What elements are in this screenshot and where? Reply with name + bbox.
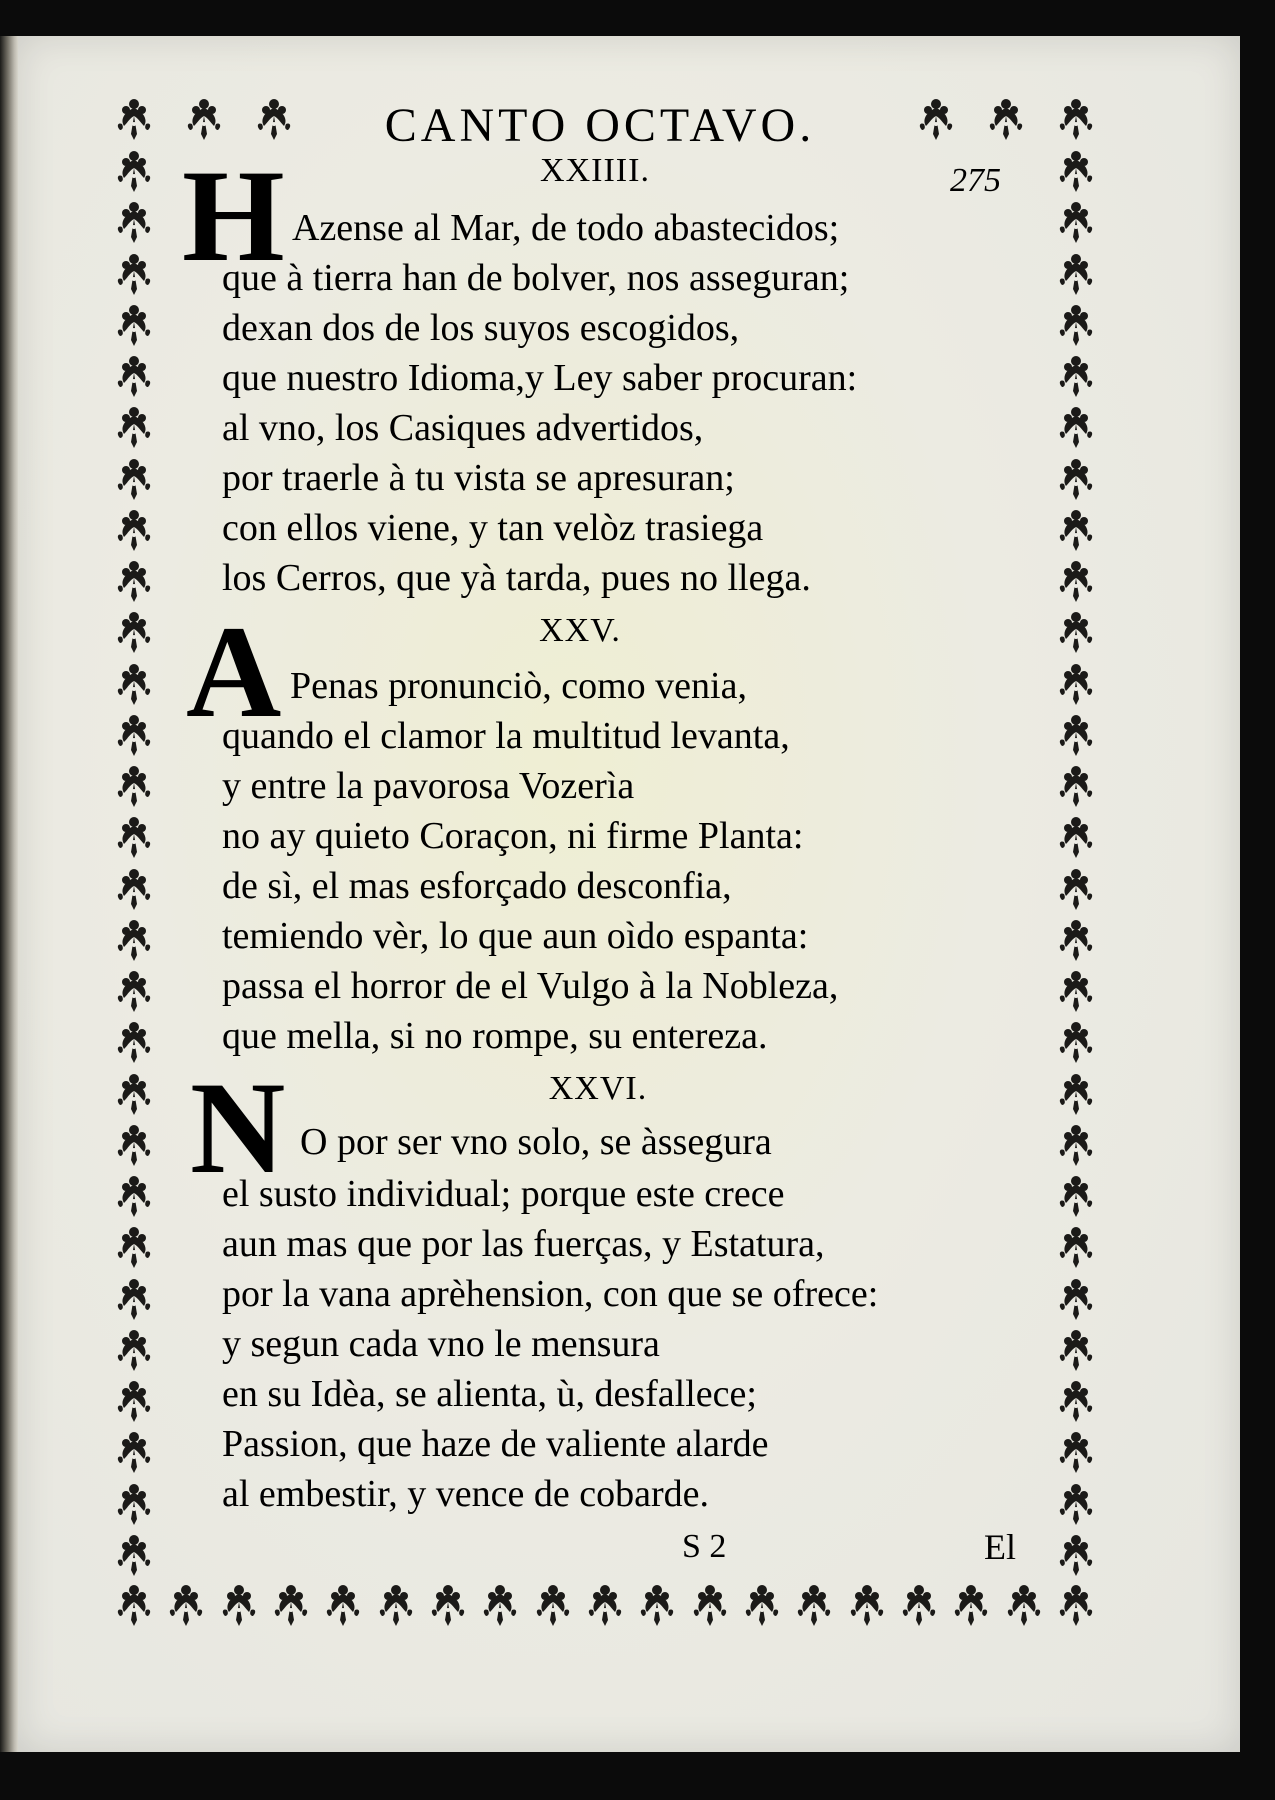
fleuron-ornament-icon (897, 1582, 941, 1626)
fleuron-ornament-icon (1054, 302, 1098, 346)
drop-cap: N (190, 1054, 286, 1201)
fleuron-ornament-icon (112, 1481, 156, 1525)
fleuron-ornament-icon (583, 1582, 627, 1626)
stanza-number: XXVI. (548, 1070, 648, 1107)
fleuron-ornament-icon (112, 456, 156, 500)
fleuron-ornament-icon (1054, 199, 1098, 243)
fleuron-ornament-icon (1054, 404, 1098, 448)
fleuron-ornament-icon (112, 866, 156, 910)
fleuron-ornament-icon (1054, 1019, 1098, 1063)
fleuron-ornament-icon (984, 96, 1028, 140)
fleuron-ornament-icon (1054, 1224, 1098, 1268)
fleuron-ornament-icon (1054, 763, 1098, 807)
fleuron-ornament-icon (112, 712, 156, 756)
fleuron-ornament-icon (112, 814, 156, 858)
verse-line: no ay quieto Coraçon, ni firme Planta: (222, 815, 804, 857)
fleuron-ornament-icon (217, 1582, 261, 1626)
fleuron-ornament-icon (1054, 1481, 1098, 1525)
border-bottom (112, 1582, 1098, 1626)
fleuron-ornament-icon (1054, 251, 1098, 295)
fleuron-ornament-icon (112, 1378, 156, 1422)
fleuron-ornament-icon (1054, 917, 1098, 961)
fleuron-ornament-icon (1054, 558, 1098, 602)
fleuron-ornament-icon (269, 1582, 313, 1626)
fleuron-ornament-icon (1054, 1327, 1098, 1371)
fleuron-ornament-icon (112, 1276, 156, 1320)
fleuron-ornament-icon (112, 199, 156, 243)
printer-signature: S 2 (682, 1528, 727, 1565)
fleuron-ornament-icon (112, 1582, 156, 1626)
fleuron-ornament-icon (914, 96, 958, 140)
verse-line: que mella, si no rompe, su entereza. (222, 1015, 768, 1057)
verse-line: Azense al Mar, de todo abastecidos; (292, 207, 840, 249)
fleuron-ornament-icon (1054, 814, 1098, 858)
fleuron-ornament-icon (1054, 661, 1098, 705)
fleuron-ornament-icon (112, 763, 156, 807)
fleuron-ornament-icon (845, 1582, 889, 1626)
verse-line: por traerle à tu vista se apresuran; (222, 457, 735, 499)
fleuron-ornament-icon (792, 1582, 836, 1626)
fleuron-ornament-icon (321, 1582, 365, 1626)
fleuron-ornament-icon (478, 1582, 522, 1626)
running-head: CANTO OCTAVO. (384, 99, 816, 152)
verse-line: dexan dos de los suyos escogidos, (222, 307, 740, 349)
fleuron-ornament-icon (688, 1582, 732, 1626)
fleuron-ornament-icon (112, 507, 156, 551)
stanza-number: XXIIII. (540, 152, 650, 189)
fleuron-ornament-icon (112, 404, 156, 448)
fleuron-ornament-icon (112, 1224, 156, 1268)
fleuron-ornament-icon (426, 1582, 470, 1626)
fleuron-ornament-icon (1054, 456, 1098, 500)
verse-line: quando el clamor la multitud levanta, (222, 715, 790, 757)
fleuron-ornament-icon (740, 1582, 784, 1626)
fleuron-ornament-icon (112, 917, 156, 961)
fleuron-ornament-icon (164, 1582, 208, 1626)
fleuron-ornament-icon (112, 302, 156, 346)
verse-line: Passion, que haze de valiente alarde (222, 1423, 769, 1465)
fleuron-ornament-icon (112, 1122, 156, 1166)
verse-line: los Cerros, que yà tarda, pues no llega. (222, 557, 811, 599)
border-right (1054, 148, 1098, 1576)
drop-cap: H (182, 142, 285, 289)
fleuron-ornament-icon (1054, 1429, 1098, 1473)
fleuron-ornament-icon (1054, 968, 1098, 1012)
border-top-left (112, 96, 296, 140)
fleuron-ornament-icon (112, 1532, 156, 1576)
fleuron-ornament-icon (112, 1173, 156, 1217)
fleuron-ornament-icon (1002, 1582, 1046, 1626)
verse-line: O por ser vno solo, se àssegura (300, 1121, 772, 1163)
verse-line: passa el horror de el Vulgo à la Nobleza, (222, 965, 839, 1007)
verse-line: de sì, el mas esforçado desconfia, (222, 865, 732, 907)
verse-line: aun mas que por las fuerças, y Estatura, (222, 1223, 825, 1265)
verse-line: y entre la pavorosa Vozerìa (222, 765, 635, 807)
fleuron-ornament-icon (1054, 1582, 1098, 1626)
fleuron-ornament-icon (374, 1582, 418, 1626)
fleuron-ornament-icon (531, 1582, 575, 1626)
verse-line: Penas pronunciò, como venia, (290, 665, 747, 707)
catchword: El (984, 1527, 1016, 1567)
fleuron-ornament-icon (1054, 1378, 1098, 1422)
fleuron-ornament-icon (1054, 1122, 1098, 1166)
verse-line: que à tierra han de bolver, nos asseguran; (222, 257, 850, 299)
fleuron-ornament-icon (1054, 1532, 1098, 1576)
fleuron-ornament-icon (1054, 1071, 1098, 1115)
fleuron-ornament-icon (112, 661, 156, 705)
fleuron-ornament-icon (112, 1071, 156, 1115)
fleuron-ornament-icon (112, 1019, 156, 1063)
fleuron-ornament-icon (112, 968, 156, 1012)
fleuron-ornament-icon (112, 609, 156, 653)
fleuron-ornament-icon (635, 1582, 679, 1626)
fleuron-ornament-icon (112, 251, 156, 295)
verse-line: al embestir, y vence de cobarde. (222, 1473, 709, 1515)
verse-line: temiendo vèr, lo que aun oìdo espanta: (222, 915, 809, 957)
verse-line: en su Idèa, se alienta, ù, desfallece; (222, 1373, 757, 1415)
fleuron-ornament-icon (1054, 712, 1098, 756)
fleuron-ornament-icon (112, 558, 156, 602)
border-left (112, 148, 156, 1576)
verse-line: con ellos viene, y tan velòz trasiega (222, 507, 764, 549)
border-top-right (914, 96, 1098, 140)
fleuron-ornament-icon (1054, 507, 1098, 551)
verse-line: y segun cada vno le mensura (222, 1323, 660, 1365)
fleuron-ornament-icon (112, 1327, 156, 1371)
fleuron-ornament-icon (1054, 96, 1098, 140)
fleuron-ornament-icon (949, 1582, 993, 1626)
fleuron-ornament-icon (112, 96, 156, 140)
verse-line: el susto individual; porque este crece (222, 1173, 785, 1215)
verse-line: que nuestro Idioma,y Ley saber procuran: (222, 357, 858, 399)
stanza-number: XXV. (539, 612, 621, 649)
drop-cap: A (186, 598, 282, 745)
fleuron-ornament-icon (1054, 148, 1098, 192)
fleuron-ornament-icon (112, 1429, 156, 1473)
fleuron-ornament-icon (1054, 353, 1098, 397)
fleuron-ornament-icon (1054, 866, 1098, 910)
page-number: 275 (950, 162, 1001, 199)
fleuron-ornament-icon (112, 353, 156, 397)
verse-line: por la vana aprèhension, con que se ofrece: (222, 1273, 879, 1315)
verse-line: al vno, los Casiques advertidos, (222, 407, 704, 449)
fleuron-ornament-icon (1054, 609, 1098, 653)
book-spine (0, 36, 18, 1752)
fleuron-ornament-icon (1054, 1276, 1098, 1320)
fleuron-ornament-icon (252, 96, 296, 140)
fleuron-ornament-icon (112, 148, 156, 192)
fleuron-ornament-icon (182, 96, 226, 140)
fleuron-ornament-icon (1054, 1173, 1098, 1217)
